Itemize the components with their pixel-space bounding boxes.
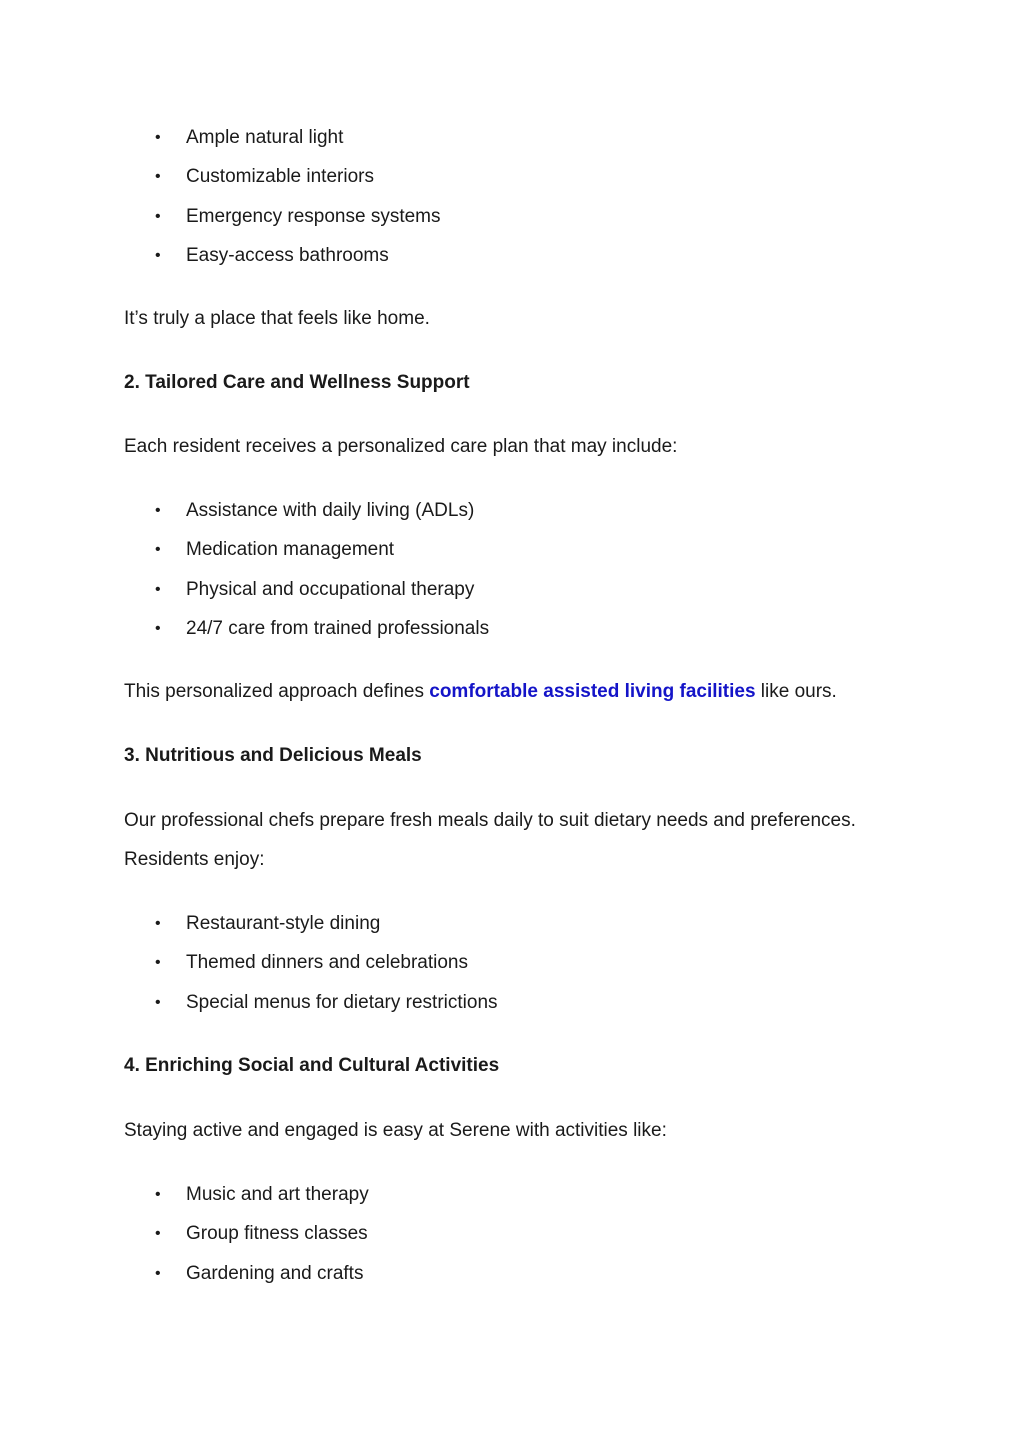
- section-2-closing: [124, 672, 837, 712]
- list-item-text: Medication management: [186, 539, 395, 561]
- section-3-heading: 3. Nutritious and Delicious Meals: [124, 745, 422, 766]
- list-item-text: Ample natural light: [186, 127, 344, 148]
- home-paragraph: It’s truly a place that feels like home.: [124, 308, 430, 329]
- bullet-icon: •: [155, 915, 161, 932]
- list-item-text: Gardening and crafts: [186, 1262, 364, 1284]
- list-item-text: Special menus for dietary restrictions: [186, 991, 498, 1013]
- section-3-intro-line-2: Residents enjoy:: [124, 849, 265, 870]
- bullet-icon: •: [155, 993, 161, 1011]
- list-item-text: Assistance with daily living (ADLs): [186, 500, 475, 521]
- list-item-text: Customizable interiors: [186, 166, 374, 188]
- bullet-icon: •: [155, 954, 161, 972]
- bullet-icon: •: [155, 207, 161, 225]
- bullet-icon: •: [155, 1264, 161, 1282]
- list-item-text: Music and art therapy: [186, 1184, 369, 1205]
- section-4-intro: Staying active and engaged is easy at Serene with activities like:: [124, 1120, 667, 1141]
- closing-text-after: like ours.: [755, 681, 837, 702]
- section-2-intro: Each resident receives a personalized care plan that may include:: [124, 436, 678, 457]
- list-item-text: Emergency response systems: [186, 205, 441, 227]
- section-2-heading: 2. Tailored Care and Wellness Support: [124, 372, 470, 393]
- list-item-text: Group fitness classes: [186, 1223, 368, 1245]
- assisted-living-link[interactable]: comfortable assisted living facilities: [429, 681, 756, 702]
- bullet-icon: •: [155, 168, 161, 186]
- list-item-text: Physical and occupational therapy: [186, 578, 475, 600]
- bullet-icon: •: [155, 129, 161, 146]
- bullet-icon: •: [155, 247, 161, 265]
- bullet-icon: •: [155, 1225, 161, 1243]
- list-item-text: Themed dinners and celebrations: [186, 952, 469, 974]
- list-item-text: Restaurant-style dining: [186, 913, 381, 934]
- bullet-icon: •: [155, 502, 161, 519]
- section-3-intro-line-1: Our professional chefs prepare fresh meals daily to suit dietary needs and preferences.: [124, 810, 856, 831]
- bullet-icon: •: [155, 541, 161, 559]
- bullet-icon: •: [155, 1186, 161, 1203]
- list-item-text: 24/7 care from trained professionals: [186, 618, 490, 640]
- list-item-text: Easy-access bathrooms: [186, 245, 389, 267]
- section-4-heading: 4. Enriching Social and Cultural Activities: [124, 1055, 500, 1076]
- bullet-icon: •: [155, 580, 161, 598]
- closing-text-before: This personalized approach defines: [124, 681, 430, 702]
- bullet-icon: •: [155, 620, 161, 638]
